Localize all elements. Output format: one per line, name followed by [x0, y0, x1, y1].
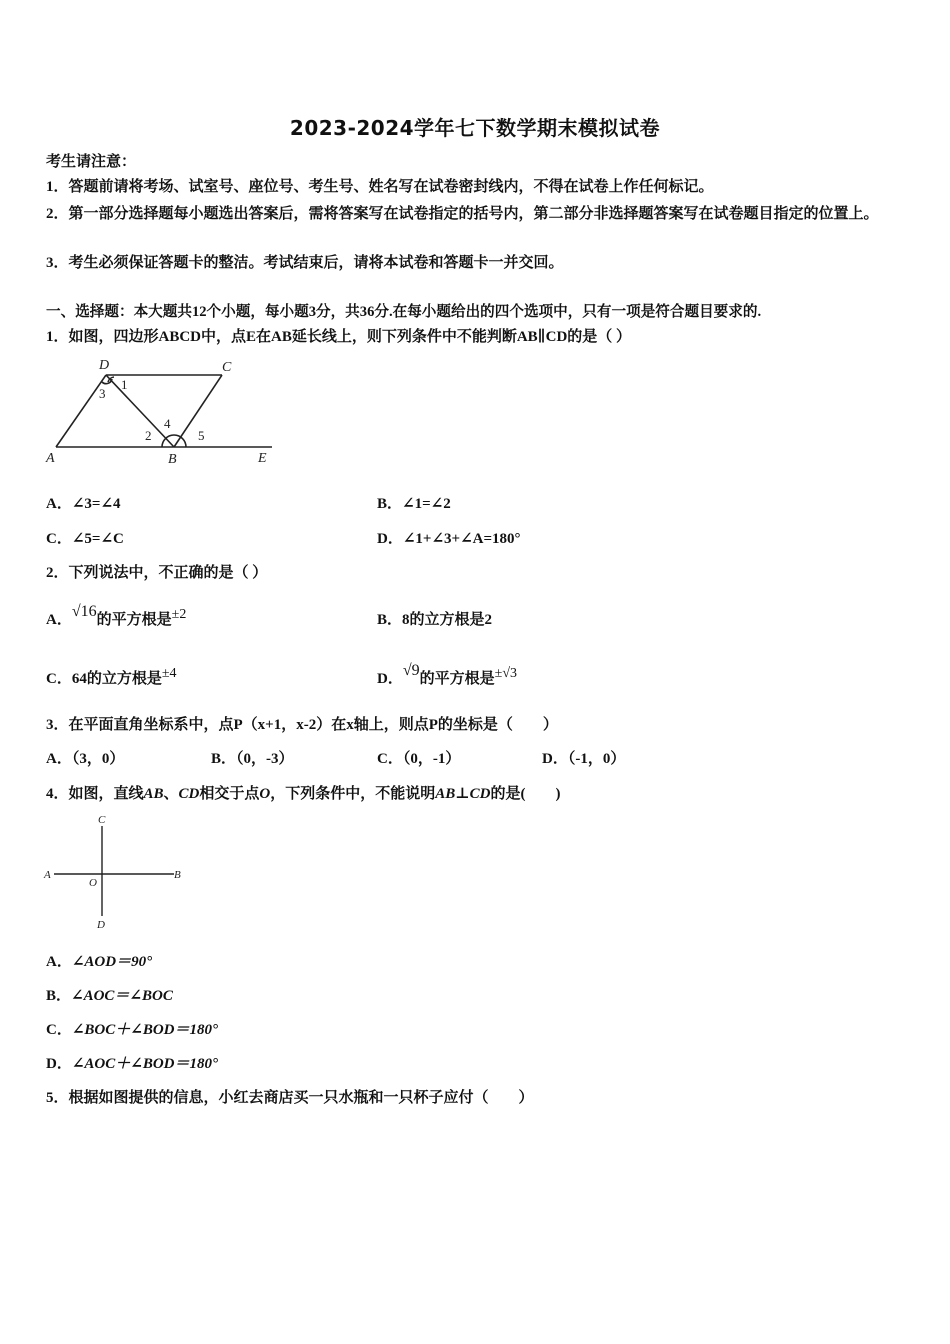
label-B: B	[174, 869, 181, 881]
notice-item-1: 1．答题前请将考场、试室号、座位号、考生号、姓名写在试卷密封线内，不得在试卷上作任何标记。	[46, 179, 714, 195]
q2-option-a[interactable]	[46, 603, 187, 631]
q3-stem: 3．在平面直角坐标系中，点P（x+1，x-2）在x轴上，则点P的坐标是（ ）	[46, 717, 558, 733]
q4-option-b[interactable]	[46, 986, 173, 1006]
label-C: C	[222, 360, 232, 375]
q4-option-a-expr: ∠AOD＝90°	[71, 954, 153, 970]
exam-title: 2023-2024学年七下数学期末模拟试卷	[289, 116, 661, 140]
q1-option-c[interactable]: C．∠5=∠C	[46, 531, 124, 547]
q2-stem: 2．下列说法中，不正确的是（ ）	[46, 565, 268, 581]
q4-stem-part: 4．如图，直线	[46, 786, 144, 802]
q1-option-a[interactable]: A．∠3=∠4	[46, 496, 121, 512]
q4-stem-part: 相交于点	[199, 786, 260, 802]
label-A: A	[44, 869, 51, 881]
q3-option-a[interactable]: A．（3，0）	[46, 751, 125, 767]
q1-option-d[interactable]: D．∠1+∠3+∠A=180°	[377, 531, 521, 547]
section-heading: 一、选择题：本大题共12个小题，每小题3分，共36分.在每小题给出的四个选项中，只有一项是符合题目要求的.	[46, 304, 762, 320]
q4-option-d-expr: ∠AOC＋∠BOD＝180°	[71, 1056, 218, 1072]
q4-option-b-prefix: B．	[46, 988, 72, 1004]
q4-perp-expr: AB⊥CD	[435, 786, 491, 802]
q4-stem-part: 的是( )	[490, 786, 561, 802]
segment-DB	[106, 375, 174, 447]
label-angle-3: 3	[99, 386, 106, 401]
label-D: D	[99, 358, 110, 373]
q4-stem	[46, 784, 561, 804]
label-angle-4: 4	[164, 416, 171, 431]
q2-option-a-prefix: A．	[46, 612, 72, 628]
label-B: B	[168, 452, 177, 467]
notice-item-2: 2．第一部分选择题每小题选出答案后，需将答案写在试卷指定的括号内，第二部分非选择题答案写在试卷题目指定的位置上。	[46, 206, 879, 222]
q4-line-ab: AB	[143, 786, 164, 802]
label-A: A	[46, 451, 55, 466]
notice-heading: 考生请注意：	[46, 154, 137, 170]
q2-option-d[interactable]	[377, 662, 518, 690]
q2-option-d-prefix: D．	[377, 671, 403, 687]
q1-stem: 1．如图，四边形ABCD中，点E在AB延长线上，则下列条件中不能判断AB∥CD的是（ ）	[46, 329, 632, 345]
q2-option-b[interactable]: B．8的立方根是2	[377, 612, 493, 628]
q4-option-c[interactable]	[46, 1020, 218, 1040]
q4-option-c-prefix: C．	[46, 1022, 72, 1038]
q4-point-o: O	[259, 786, 271, 802]
label-angle-5: 5	[198, 428, 205, 443]
q4-option-d-prefix: D．	[46, 1056, 72, 1072]
q4-option-b-expr: ∠AOC＝∠BOC	[71, 988, 173, 1004]
q2-option-c-answer: ±4	[161, 666, 177, 681]
q4-option-c-expr: ∠BOC＋∠BOD＝180°	[71, 1022, 218, 1038]
q4-option-a-prefix: A．	[46, 954, 72, 970]
q4-stem-part: ，下列条件中，不能说明	[270, 786, 436, 802]
q2-option-c-text: C．64的立方根是	[46, 671, 162, 687]
q4-stem-part: 、	[163, 786, 179, 802]
q2-option-a-text: 的平方根是	[96, 612, 172, 628]
q2-option-d-text: 的平方根是	[419, 671, 495, 687]
q5-stem: 5．根据如图提供的信息，小红去商店买一只水瓶和一只杯子应付（ ）	[46, 1090, 534, 1106]
q4-option-a[interactable]	[46, 952, 152, 972]
q3-option-c[interactable]: C．（0，-1）	[377, 751, 461, 767]
label-C: C	[98, 814, 106, 826]
q1-option-b[interactable]: B．∠1=∠2	[377, 496, 451, 512]
sqrt-16-expr: √16	[71, 603, 97, 620]
notice-item-3: 3．考生必须保证答题卡的整洁。考试结束后，请将本试卷和答题卡一并交回。	[46, 255, 564, 271]
q2-option-c[interactable]	[46, 666, 177, 690]
sqrt-9-expr: √9	[402, 662, 420, 679]
angle-arc-B	[162, 435, 186, 447]
label-O: O	[89, 877, 97, 889]
q4-line-cd: CD	[178, 786, 200, 802]
label-angle-2: 2	[145, 428, 152, 443]
q2-option-d-answer: ±√3	[494, 666, 518, 681]
label-D: D	[97, 919, 105, 931]
q4-option-d[interactable]	[46, 1054, 218, 1074]
label-E: E	[258, 451, 267, 466]
q3-option-d[interactable]: D．（-1，0）	[542, 751, 626, 767]
q1-figure	[44, 355, 279, 470]
q3-option-b[interactable]: B．（0，-3）	[211, 751, 294, 767]
label-angle-1: 1	[121, 377, 128, 392]
q4-figure	[42, 812, 187, 932]
q2-option-a-answer: ±2	[171, 607, 187, 622]
